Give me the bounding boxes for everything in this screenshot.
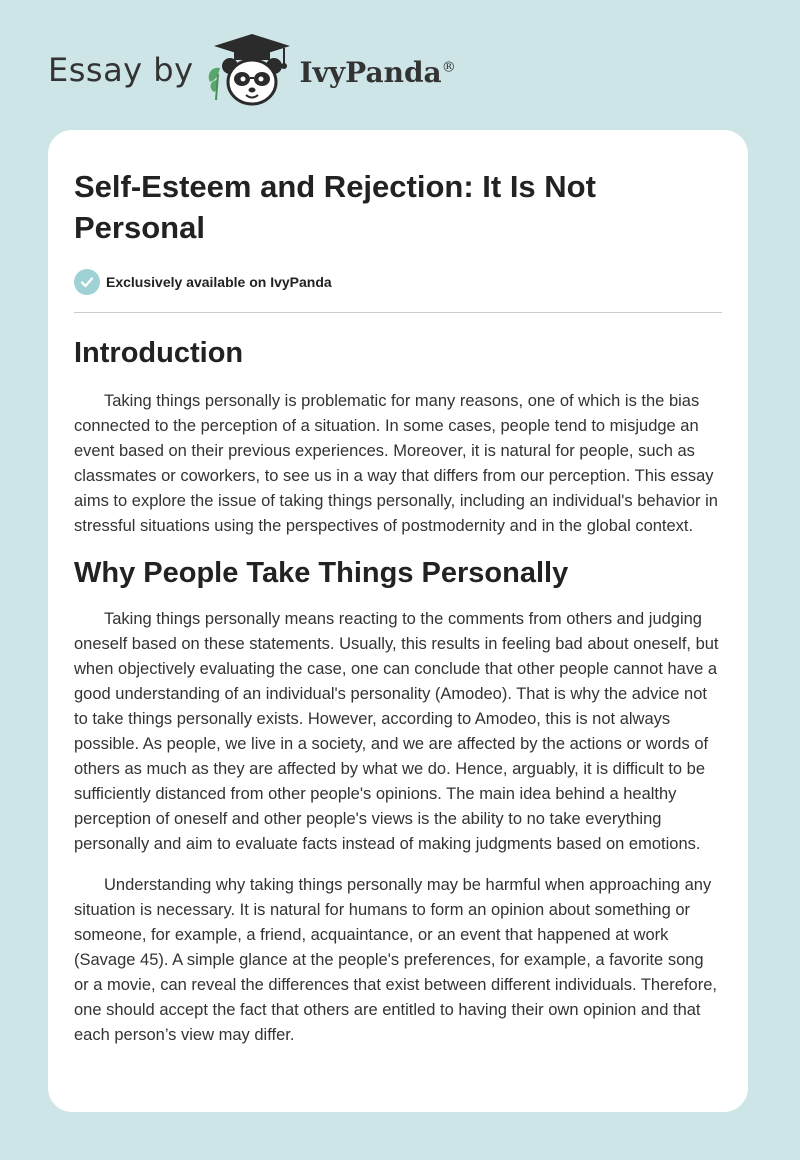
exclusive-badge	[74, 268, 722, 296]
paragraph: Understanding why taking things personally may be harmful when approaching any situation is necessary. It is natural for humans to form an opinion about something or someone, for example, a friend, acquaintance, or an event that happened at work (Savage 45). A simple glance at the people's preferences, for example, a favorite song or a movie, can reveal the differences that exist between different individuals. Therefore, one should accept the fact that others are entitled to having their own opinion and that each person’s view may differ.	[74, 876, 717, 1044]
site-header	[48, 30, 456, 110]
section-heading: Introduction	[74, 337, 244, 369]
section-why-people-take-things-personally	[74, 555, 722, 1048]
brand-name[interactable]: IvyPanda®	[299, 55, 456, 89]
essay-title: Self-Esteem and Rejection: It Is Not Personal	[74, 169, 596, 245]
divider	[74, 312, 722, 313]
essay-by-label: Essay by	[48, 51, 194, 89]
paragraph: Taking things personally is problematic for many reasons, one of which is the bias connected to the perception of a situation. In some cases, people tend to misjudge an event based on their previous experiences. Moreover, it is natural for people, such as classmates or coworkers, to see us in a way that differs from our perception. This essay aims to explore the issue of taking things personally, including an individual's behavior in stressful situations using the perspectives of postmodernity and in the global context.	[74, 392, 718, 535]
section-heading: Why People Take Things Personally	[74, 557, 569, 589]
essay-card	[48, 130, 748, 1112]
registered-mark: ®	[441, 59, 456, 76]
panda-logo-icon[interactable]	[204, 30, 296, 110]
paragraph: Taking things personally means reacting to the comments from others and judging oneself based on these statements. Usually, this results in feeling bad about oneself, but when objectively evaluating the case, one can conclude that other people cannot have a good understanding of an individual's personality (Amodeo). That is why the advice not to take things personally exists. However, according to Amodeo, this is not always possible. As people, we live in a society, and we are affected by the actions or words of others as much as they are affected by what we do. Hence, arguably, it is difficult to be sufficiently distanced from other people's opinions. The main idea behind a healthy perception of oneself and other people's views is the ability to no take everything personally and aim to evaluate facts instead of making judgments based on emotions.	[74, 610, 719, 853]
exclusive-label: Exclusively available on IvyPanda	[106, 274, 332, 290]
section-introduction	[74, 335, 722, 539]
check-icon	[74, 269, 100, 295]
